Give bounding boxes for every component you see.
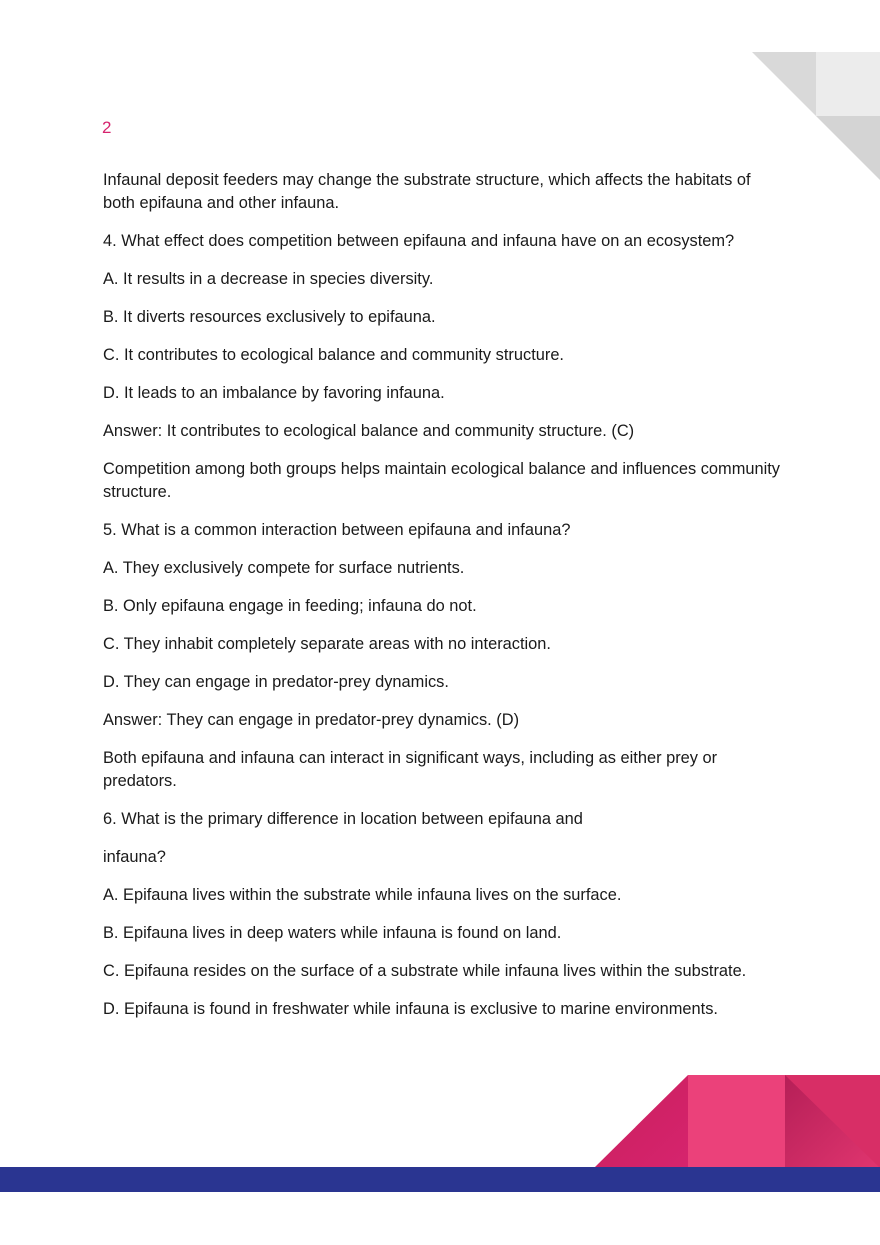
question-4-option-a: A. It results in a decrease in species diversity. bbox=[103, 270, 434, 288]
footer-band bbox=[0, 1167, 880, 1192]
question-5: 5. What is a common interaction between epifauna and infauna? bbox=[103, 521, 571, 539]
question-4-explanation: Competition among both groups helps maintain ecological balance and influences community structure. bbox=[103, 460, 780, 501]
question-6-option-d: D. Epifauna is found in freshwater while infauna is exclusive to marine environments. bbox=[103, 1000, 718, 1018]
question-4-option-b: B. It diverts resources exclusively to epifauna. bbox=[103, 308, 436, 326]
question-5-option-d: D. They can engage in predator-prey dynamics. bbox=[103, 673, 449, 691]
question-6-continued: infauna? bbox=[103, 848, 166, 866]
question-4: 4. What effect does competition between epifauna and infauna have on an ecosystem? bbox=[103, 232, 735, 250]
question-4-option-c: C. It contributes to ecological balance and community structure. bbox=[103, 346, 564, 364]
question-5-answer: Answer: They can engage in predator-prey dynamics. (D) bbox=[103, 711, 520, 729]
question-5-option-a: A. They exclusively compete for surface nutrients. bbox=[103, 559, 465, 577]
question-5-option-c: C. They inhabit completely separate areas with no interaction. bbox=[103, 635, 551, 653]
question-5-explanation: Both epifauna and infauna can interact in significant ways, including as either prey or predators. bbox=[103, 749, 718, 790]
top-corner-decoration bbox=[752, 52, 880, 180]
question-6-option-c: C. Epifauna resides on the surface of a substrate while infauna lives within the substrate. bbox=[103, 962, 747, 980]
page-number: 2 bbox=[102, 118, 112, 137]
document-body bbox=[103, 169, 783, 1036]
question-4-option-d: D. It leads to an imbalance by favoring infauna. bbox=[103, 384, 445, 402]
question-6-option-b: B. Epifauna lives in deep waters while infauna is found on land. bbox=[103, 924, 562, 942]
question-4-answer: Answer: It contributes to ecological balance and community structure. (C) bbox=[103, 422, 635, 440]
question-5-option-b: B. Only epifauna engage in feeding; infauna do not. bbox=[103, 597, 477, 615]
question-6-option-a: A. Epifauna lives within the substrate while infauna lives on the surface. bbox=[103, 886, 622, 904]
question-6: 6. What is the primary difference in location between epifauna and bbox=[103, 810, 583, 828]
bottom-corner-decoration bbox=[594, 1075, 880, 1168]
paragraph: Infaunal deposit feeders may change the substrate structure, which affects the habitats of both epifauna and other infauna. bbox=[103, 171, 751, 212]
